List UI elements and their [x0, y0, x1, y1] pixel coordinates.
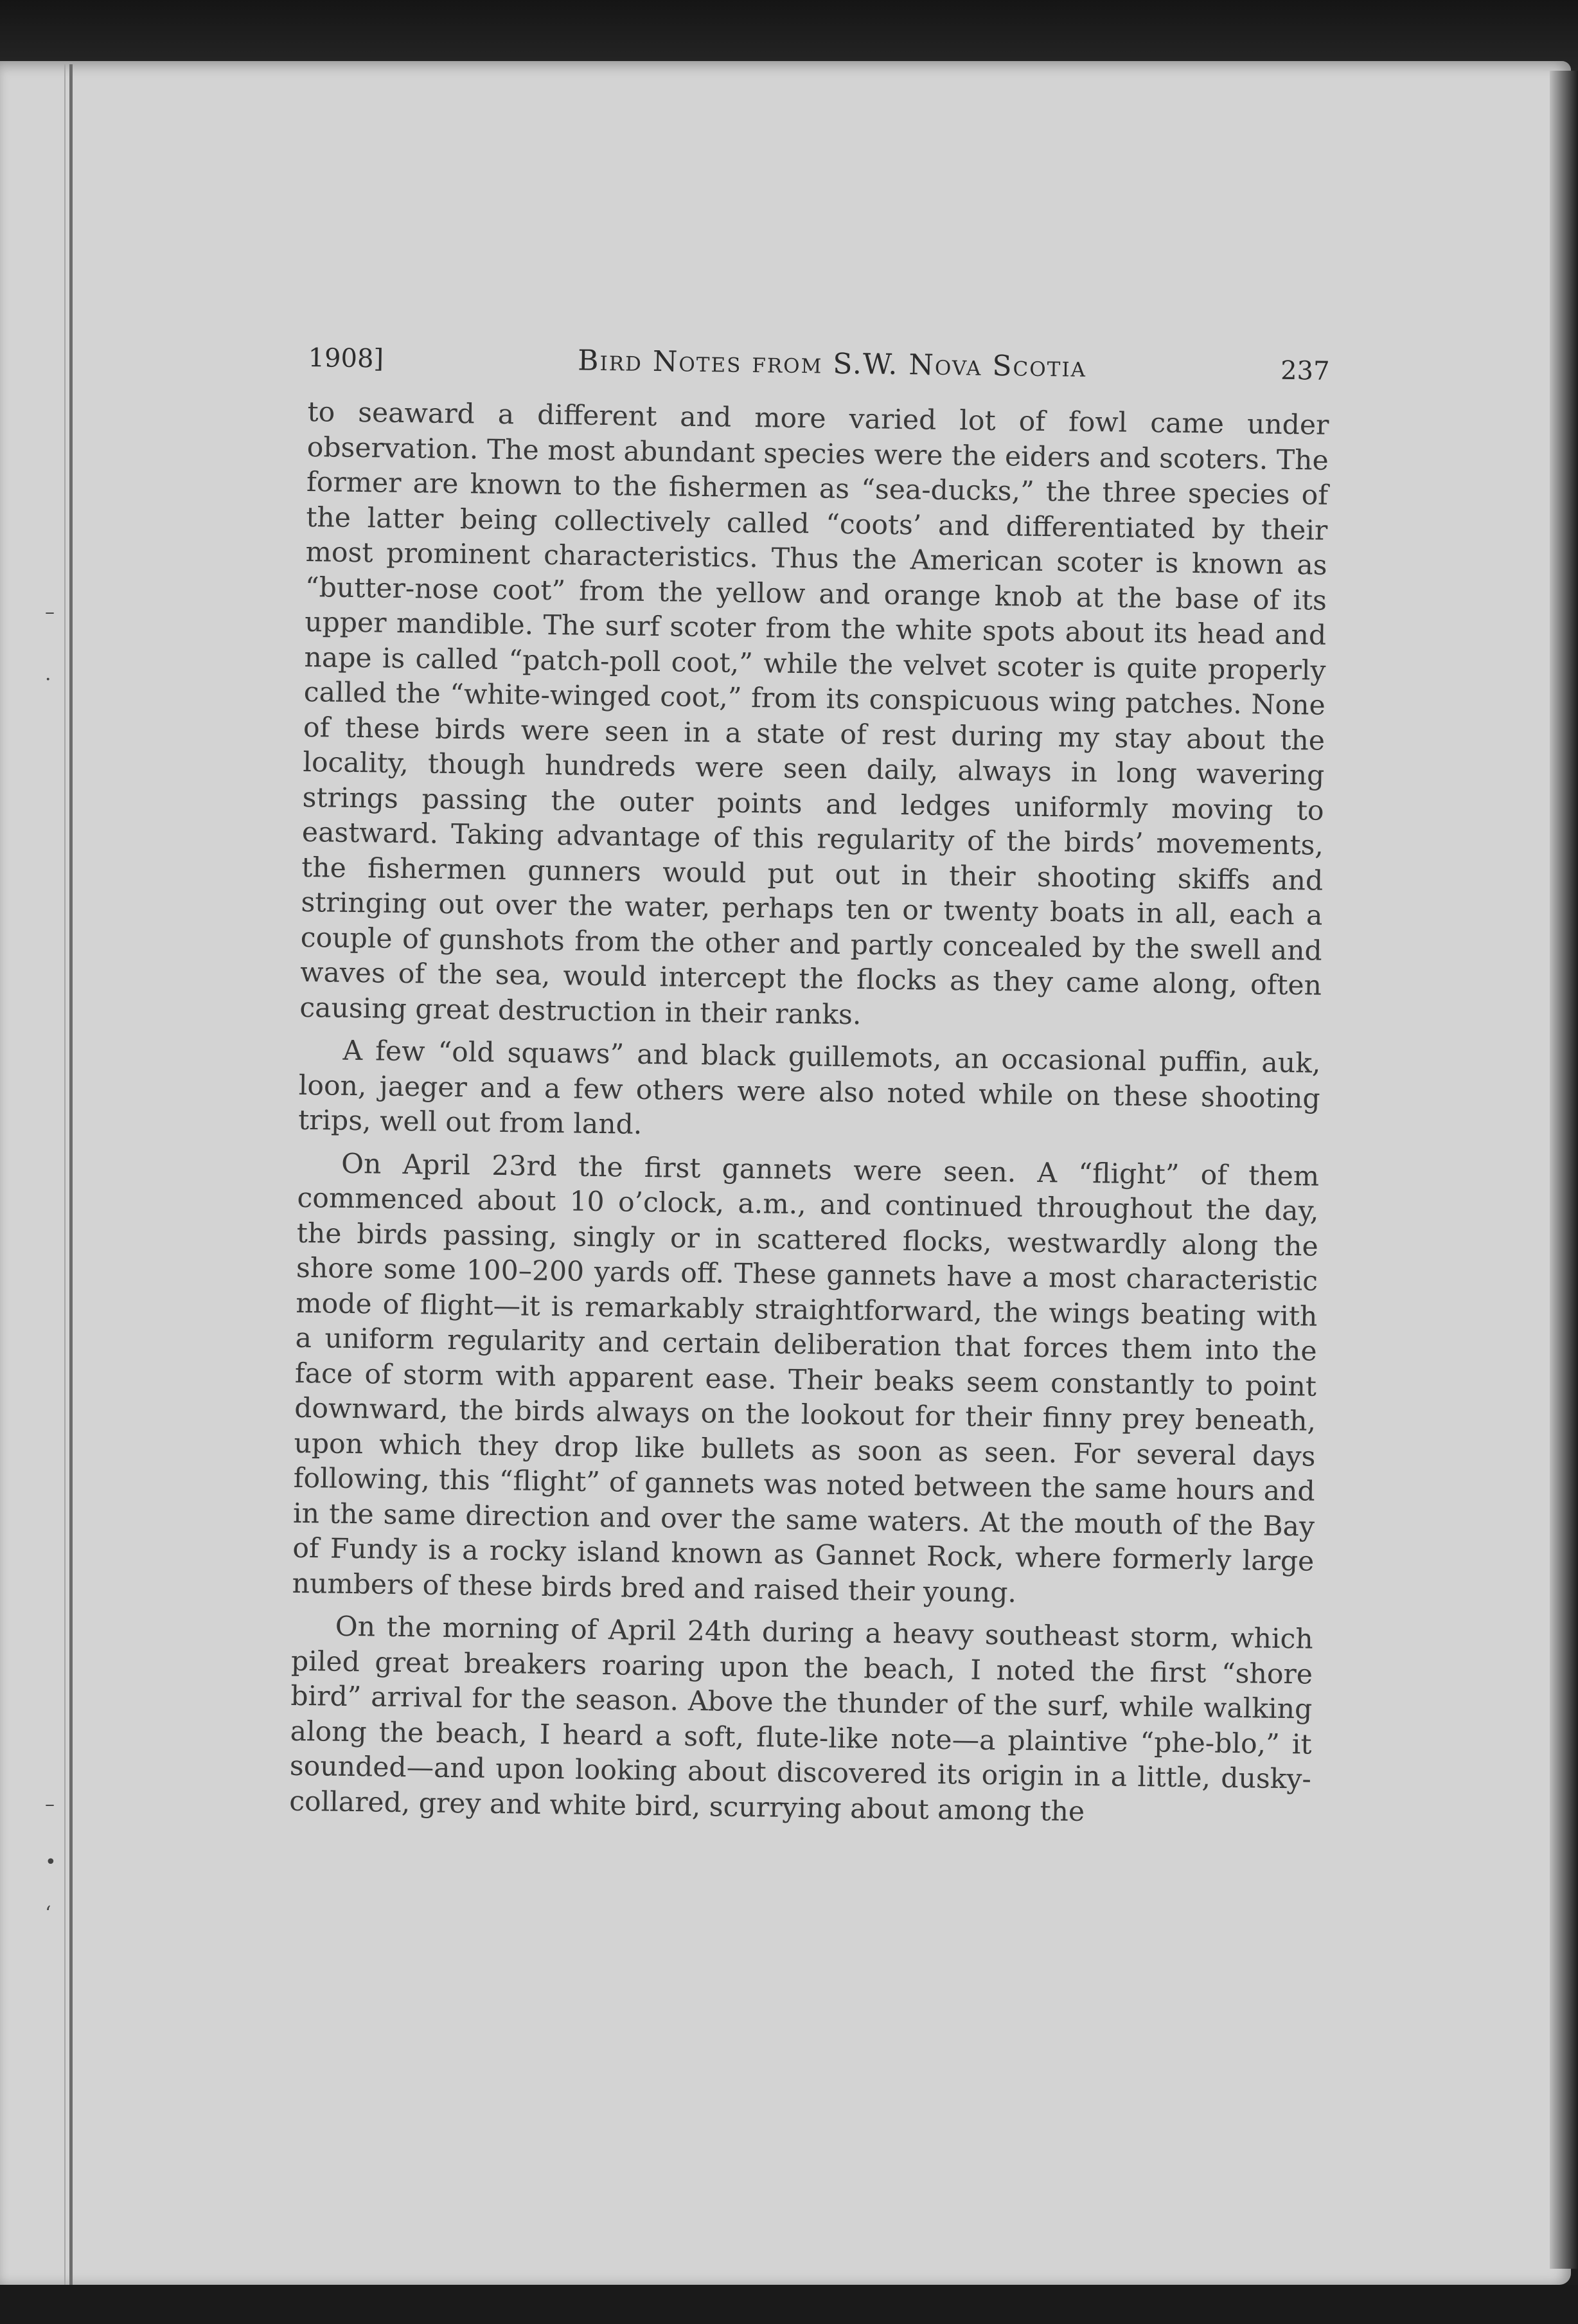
paragraph: to seaward a different and more varied lot of fowl came under observation. The most abundant species were the eiders and scoters. The former are known to the fishermen as “sea-ducks,” the three species of the latter being collectively called “coots’ and differentiated by their most prominent characteristics. Thus the American scoter is known as “butter-nose coot” from the yellow and orange knob at the base of its upper mandible. The surf scoter from the white spots about its head and nape is called “patch-poll coot,” while the velvet scoter is quite properly called the “white-winged coot,” from its conspicuous wing patches. None of these birds were seen in a state of rest during my stay about the locality, though hundreds were seen daily, always in long wavering strings passing the outer points and ledges uniformly moving to eastward. Taking advantage of this regularity of the birds’ movements, the fishermen gunners would put out in their shooting skiffs and stringing out over the water, perhaps ten or twenty boats in all, each a couple of gunshots from the other and partly concealed by the swell and waves of the sea, would intercept the flocks as they came along, often causing great destruction in their ranks.: [299, 396, 1329, 1031]
binding-gutter: [69, 64, 73, 2294]
margin-mark: –: [45, 601, 55, 623]
margin-mark: ‘: [45, 1902, 51, 1925]
header-title: Bird Notes from S.W. Nova Scotia: [577, 344, 1087, 384]
header-year: 1908]: [308, 343, 384, 374]
paragraph: A few “old squaws” and black guillemots, an occasional puffin, auk, loon, jaeger and a few others were also noted while on these shooting trips, well out from land.: [297, 1035, 1321, 1141]
page-number: 237: [1280, 355, 1330, 386]
paragraph: On April 23rd the first gannets were seen. A “flight” of them commenced about 10 o’clock, a.m., and continued throughout the day, the birds passing, singly or in scattered flocks, westwardly along the shore some 100–200 yards off. These gannets have a most characteristic mode of flight—it is remarkably straightforward, the wings beating with a uniform regularity and certain deliberation that forces them into the face of storm with apparent ease. Their beaks seem constantly to point downward, the birds always on the lookout for their finny prey beneath, upon which they drop like bullets as soon as seen. For several days following, this “flight” of gannets was noted between the same hours and in the same direction and over the same waters. At the mouth of the Bay of Fundy is a rocky island known as Gannet Rock, where formerly large numbers of these birds bred and raised their young.: [292, 1148, 1320, 1609]
scan-bottom-border: [0, 2285, 1578, 2324]
margin-mark: ·: [45, 668, 51, 691]
binding-line: [64, 64, 66, 2294]
scan-top-border: [0, 0, 1578, 71]
margin-mark: –: [45, 1793, 55, 1816]
page-content: [289, 341, 1330, 1841]
paragraph: On the morning of April 24th during a heavy southeast storm, which piled great breakers roaring upon the beach, I noted the first “shore bird” arrival for the season. Above the thunder of the surf, while walking along the beach, I heard a soft, flute-like note—a plaintive “phe-blo,” it sounded—and upon looking about discovered its origin in a little, dusky-collared, grey and white bird, scurrying about among the: [288, 1611, 1313, 1828]
margin-mark: •: [45, 1851, 57, 1873]
page-edge-shadow: [1550, 71, 1578, 2269]
